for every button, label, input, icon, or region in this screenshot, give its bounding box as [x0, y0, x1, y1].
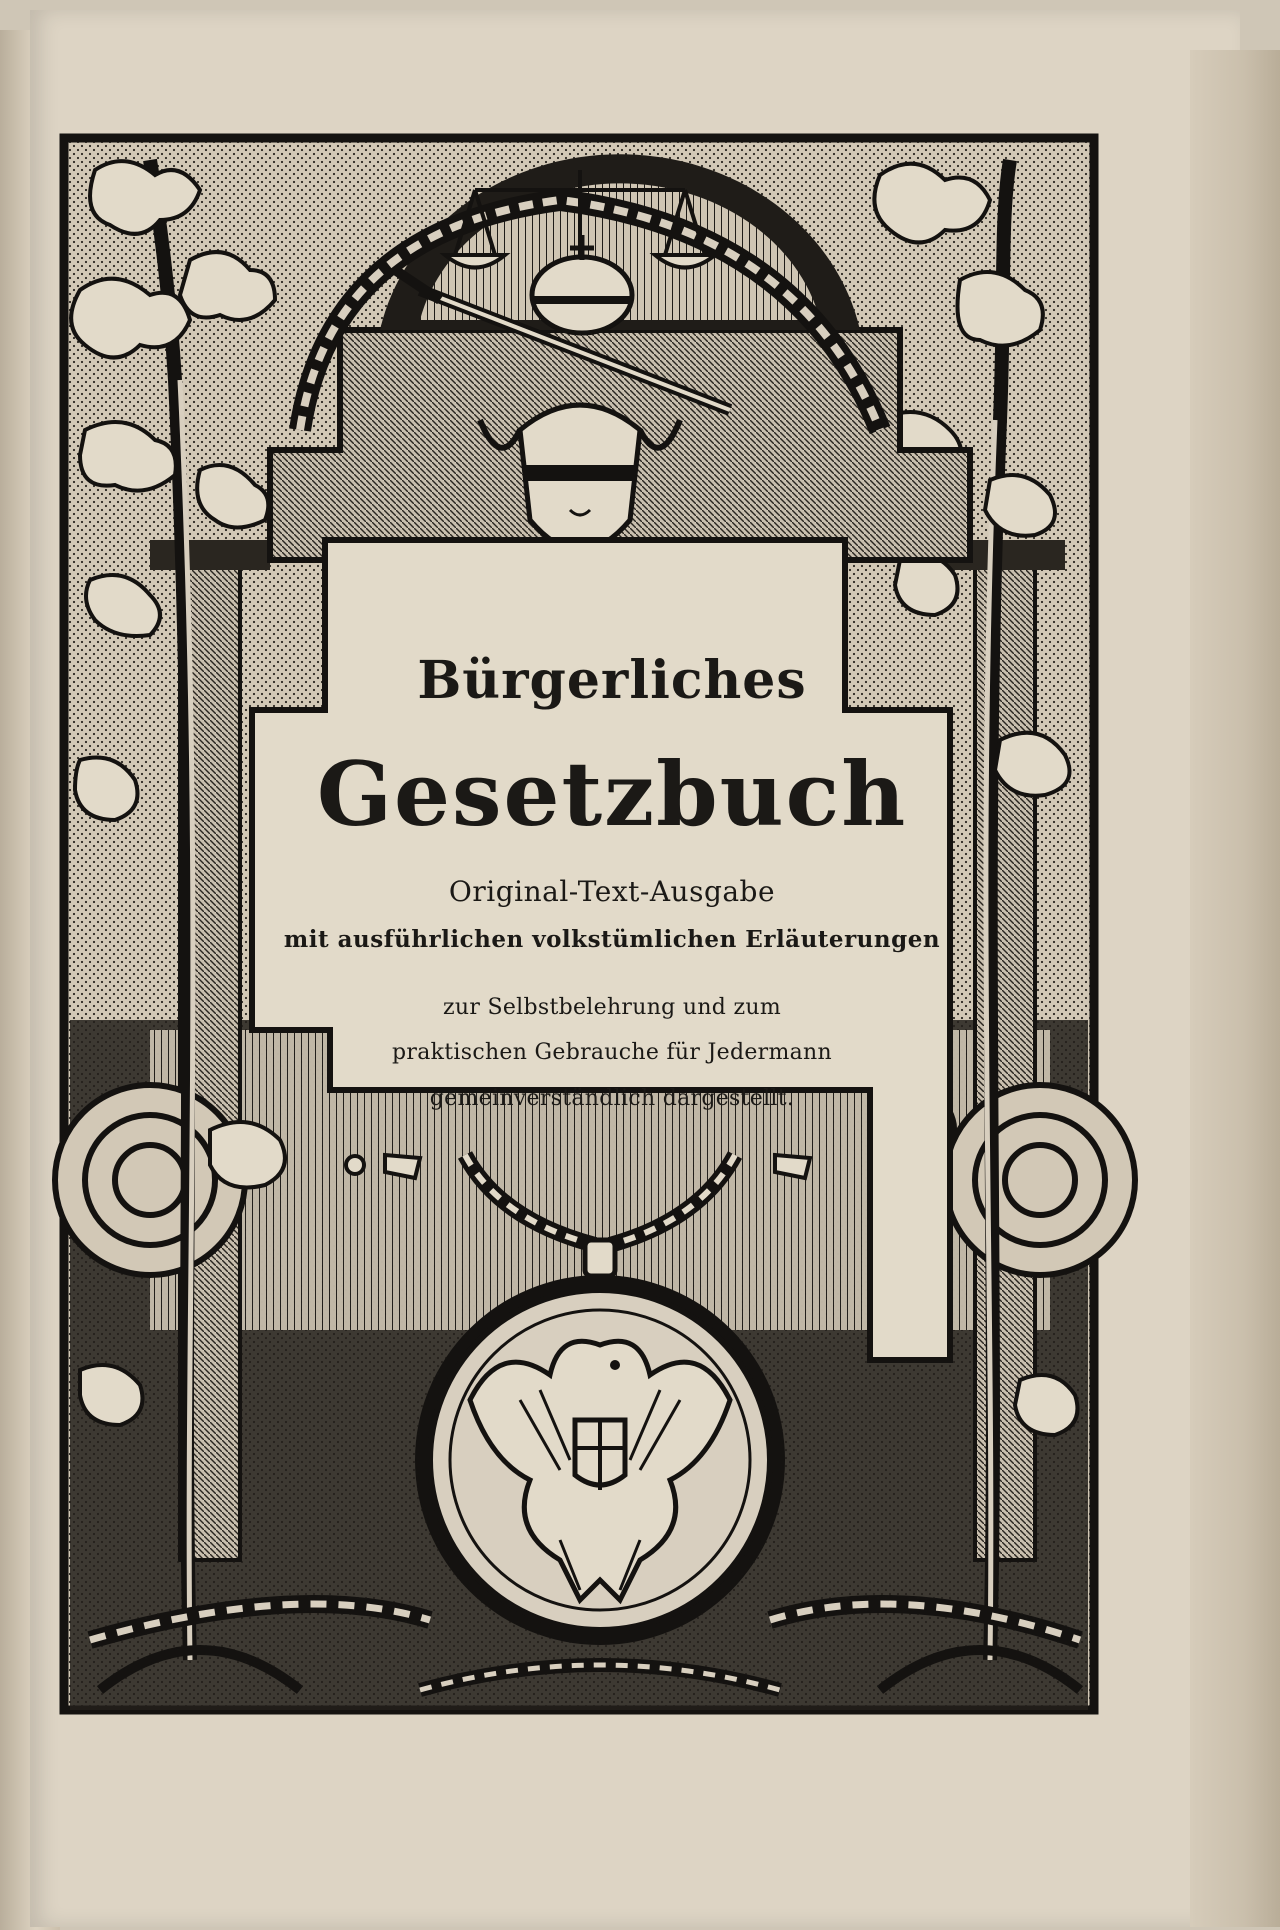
- right-shield-icon: [945, 1085, 1135, 1275]
- description-line-1: zur Selbstbelehrung und zum: [442, 995, 781, 1020]
- left-shield-icon: [55, 1085, 245, 1275]
- title-line-2: Gesetzbuch: [316, 742, 908, 846]
- tagline: mit ausführlichen volkstümlichen Erläuterungen: [283, 926, 941, 953]
- subtitle: Original-Text-Ausgabe: [448, 875, 776, 908]
- eagle-coat-of-arms-icon: [415, 1275, 785, 1645]
- description-line-2: praktischen Gebrauche für Jedermann: [392, 1040, 832, 1065]
- title-line-1: Bürgerliches: [417, 650, 807, 711]
- ornament-right-icon: [775, 1155, 810, 1178]
- description-line-3: gemeinverständlich dargestellt.: [429, 1086, 795, 1111]
- title-block: [252, 630, 972, 1130]
